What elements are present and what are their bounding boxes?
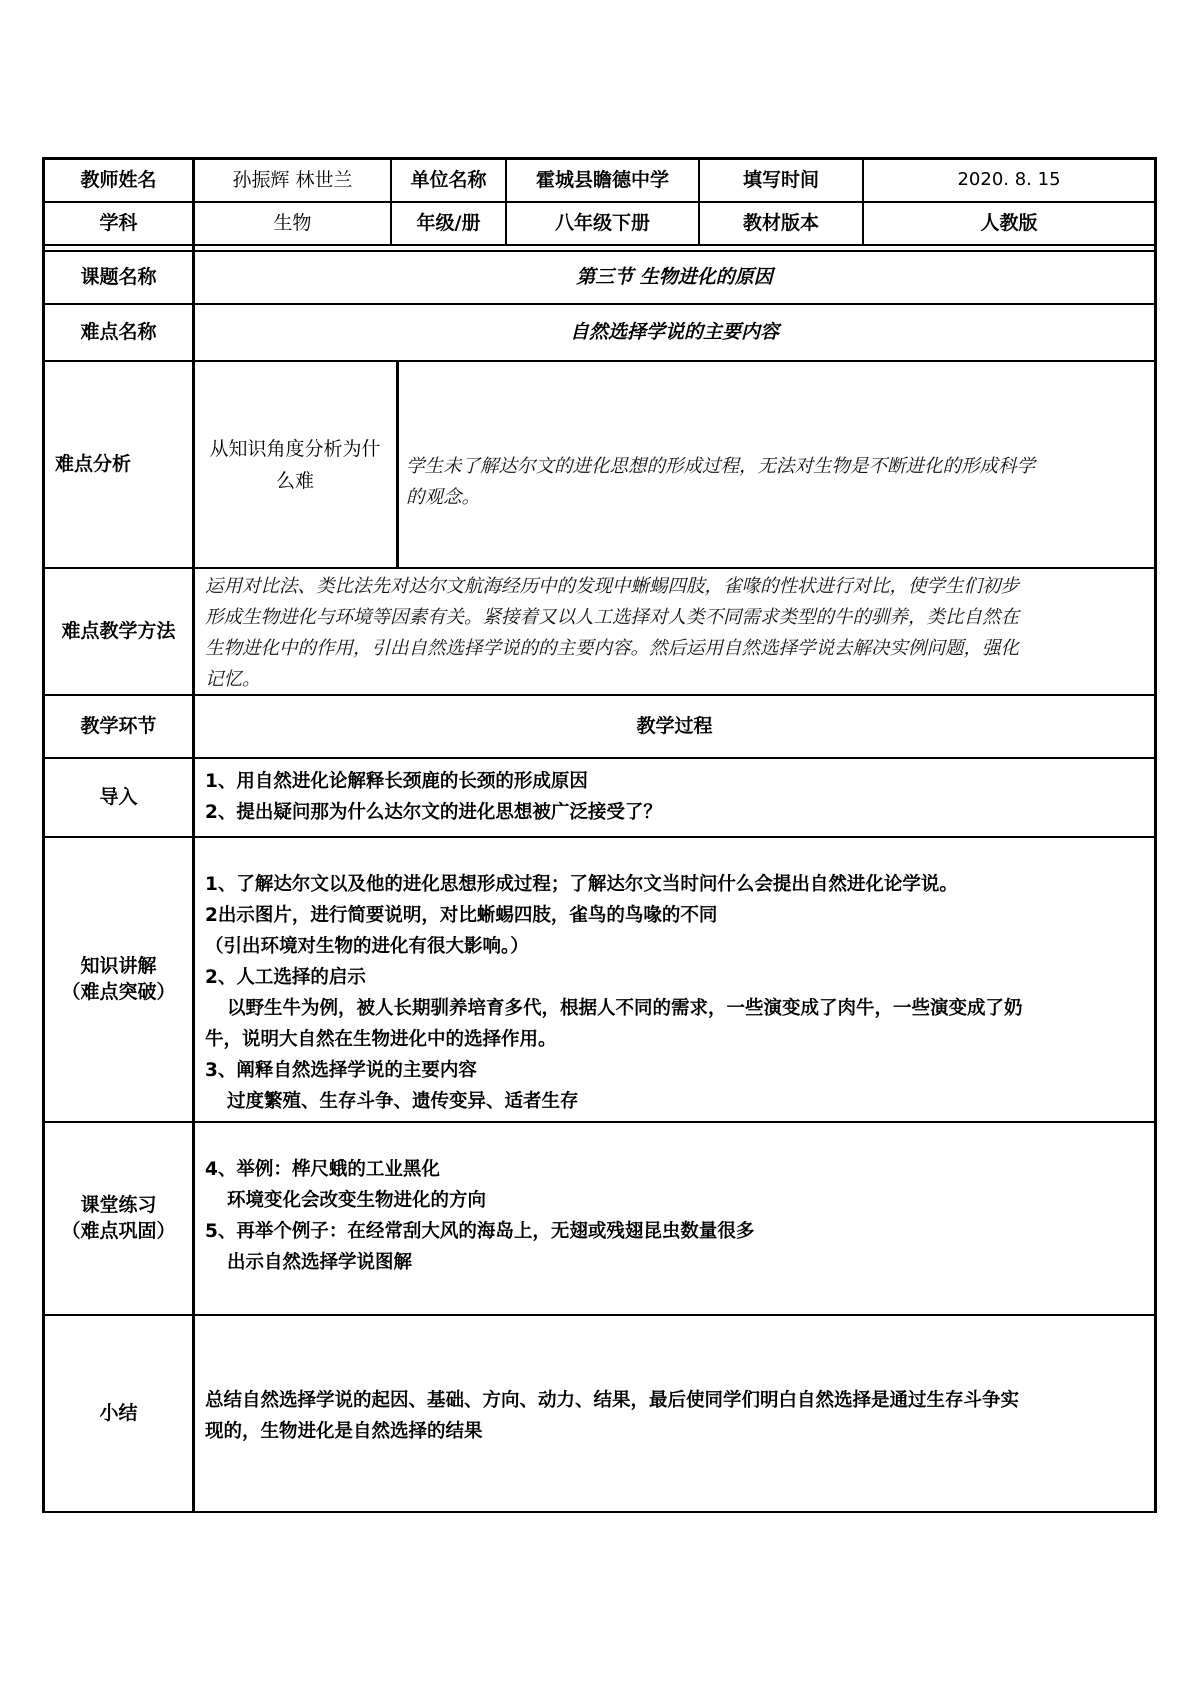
intro-line: 2、提出疑问那为什么达尔文的进化思想被广泛接受了？ xyxy=(205,802,662,823)
practice-line: 出示自然选择学说图解 xyxy=(227,1252,413,1273)
method-line: 记忆。 xyxy=(205,669,261,690)
rule xyxy=(42,757,1157,759)
summary-line: 现的，生物进化是自然选择的结果 xyxy=(205,1421,483,1442)
method-label: 难点教学方法 xyxy=(61,619,176,642)
intro-text xyxy=(205,766,1150,828)
teaching-stage-label: 教学环节 xyxy=(80,714,157,737)
knowledge-line: 牛，说明大自然在生物进化中的选择作用。 xyxy=(205,1029,557,1050)
analysis-sub-label: 从知识角度分析为什么难 xyxy=(209,437,381,492)
method-text xyxy=(205,571,1150,695)
teacher-name-value: 孙振辉 林世兰 xyxy=(232,168,353,191)
knowledge-line: 过度繁殖、生存斗争、遗传变异、适者生存 xyxy=(227,1091,579,1112)
analysis-label: 难点分析 xyxy=(55,452,132,475)
intro-label: 导入 xyxy=(99,785,138,808)
subject-value: 生物 xyxy=(273,211,312,234)
edition-value: 人教版 xyxy=(980,211,1038,234)
intro-line: 1、用自然进化论解释长颈鹿的长颈的形成原因 xyxy=(205,771,588,792)
col-rule xyxy=(396,360,399,569)
grade-value: 八年级下册 xyxy=(554,211,650,234)
practice-line: 4、举例：桦尺蛾的工业黑化 xyxy=(205,1159,440,1180)
unit-name-value: 霍城县瞻德中学 xyxy=(535,168,669,191)
rule xyxy=(42,244,1157,246)
knowledge-label-line: （难点突破） xyxy=(61,980,176,1003)
teacher-name-label: 教师姓名 xyxy=(80,168,157,191)
knowledge-line: 以野生牛为例，被人长期驯养培育多代，根据人不同的需求，一些演变成了肉牛，一些演变成了奶 xyxy=(227,998,1023,1019)
unit-name-label: 单位名称 xyxy=(410,168,487,191)
rule xyxy=(42,836,1157,838)
summary-line: 总结自然选择学说的起因、基础、方向、动力、结果，最后使同学们明白自然选择是通过生存斗争实 xyxy=(205,1390,1020,1411)
edition-label: 教材版本 xyxy=(742,211,819,234)
difficulty-label: 难点名称 xyxy=(80,320,157,343)
practice-label-line: 课堂练习 xyxy=(80,1193,157,1216)
method-line: 生物进化中的作用，引出自然选择学说的的主要内容。然后运用自然选择学说去解决实例问题，强化 xyxy=(205,638,1020,659)
frame-bottom xyxy=(42,1511,1157,1513)
practice-label-line: （难点巩固） xyxy=(61,1219,176,1242)
col-rule xyxy=(192,157,195,1513)
method-line: 形成生物进化与环境等因素有关。紧接着又以人工选择对人类不同需求类型的牛的驯养，类比自然在 xyxy=(205,607,1020,628)
grade-label: 年级/册 xyxy=(416,211,481,234)
subject-label: 学科 xyxy=(99,211,138,234)
analysis-line: 学生未了解达尔文的进化思想的形成过程，无法对生物是不断进化的形成科学 xyxy=(406,456,1036,477)
knowledge-line: （引出环境对生物的进化有很大影响。） xyxy=(205,936,529,957)
analysis-line: 的观念。 xyxy=(406,487,481,508)
rule xyxy=(42,1314,1157,1316)
fill-date-label: 填写时间 xyxy=(742,168,819,191)
method-line: 运用对比法、类比法先对达尔文航海经历中的发现中蜥蜴四肢，雀喙的性状进行对比，使学生们初步 xyxy=(205,576,1020,597)
knowledge-label xyxy=(45,838,192,1121)
summary-label: 小结 xyxy=(99,1401,138,1424)
practice-line: 环境变化会改变生物进化的方向 xyxy=(227,1190,487,1211)
knowledge-line: 2出示图片，进行简要说明，对比蜥蜴四肢，雀鸟的鸟喙的不同 xyxy=(205,905,718,926)
topic-label: 课题名称 xyxy=(80,265,157,288)
teaching-process-label: 教学过程 xyxy=(636,714,713,737)
knowledge-line: 1、了解达尔文以及他的进化思想形成过程；了解达尔文当时问什么会提出自然进化论学说。 xyxy=(205,874,958,895)
knowledge-line: 3、阐释自然选择学说的主要内容 xyxy=(205,1060,477,1081)
rule xyxy=(42,567,1157,569)
summary-text xyxy=(205,1385,1150,1447)
fill-date-value: 2020. 8. 15 xyxy=(957,169,1061,191)
practice-label xyxy=(45,1123,192,1314)
knowledge-line: 2、人工选择的启示 xyxy=(205,967,366,988)
topic-value: 第三节 生物进化的原因 xyxy=(576,265,773,288)
practice-text xyxy=(205,1154,1150,1278)
rule xyxy=(42,1121,1157,1123)
practice-line: 5、再举个例子：在经常刮大风的海岛上，无翅或残翅昆虫数量很多 xyxy=(205,1221,755,1242)
knowledge-text xyxy=(205,869,1150,1117)
difficulty-value: 自然选择学说的主要内容 xyxy=(569,320,779,343)
analysis-text xyxy=(406,451,1146,513)
knowledge-label-line: 知识讲解 xyxy=(80,954,157,977)
